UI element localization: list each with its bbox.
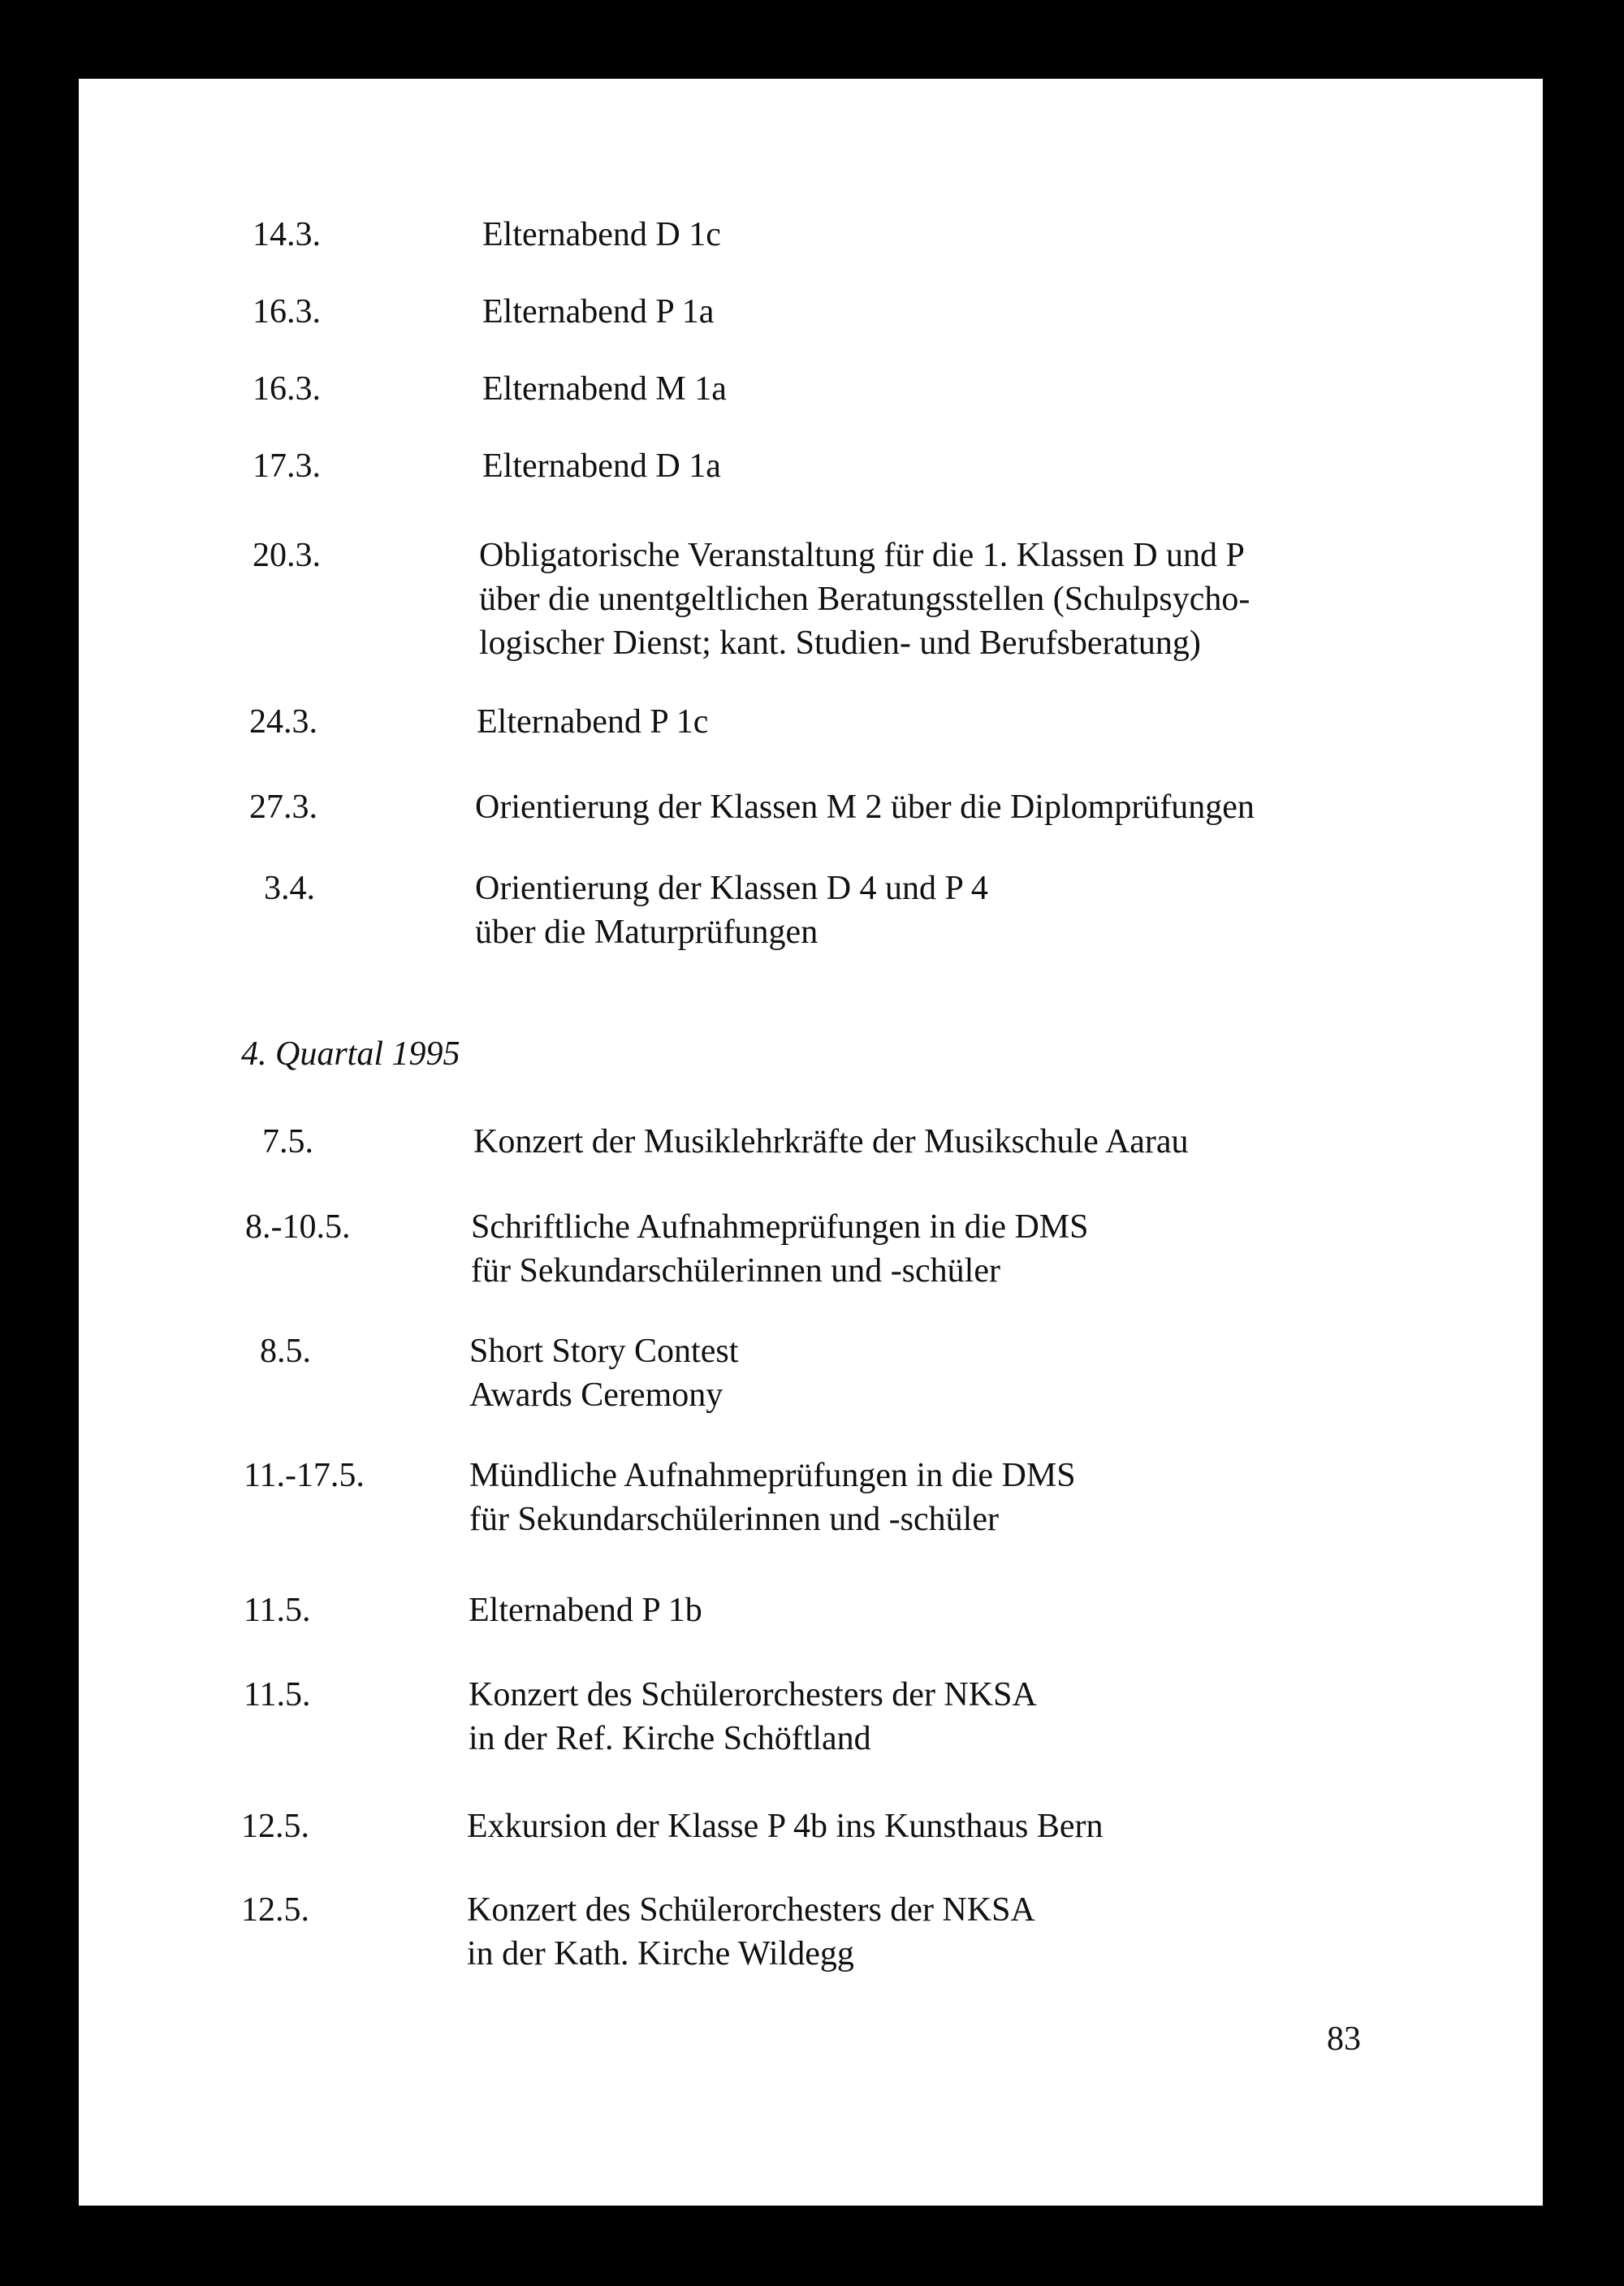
entry-description [473,1120,1189,1164]
entry-description [469,1588,702,1632]
entry-description [469,1329,738,1417]
entry-line: Elternabend D 1c [482,216,721,253]
entry-description [469,1673,1037,1761]
entry-line: Exkursion der Klasse P 4b ins Kunsthaus Bern [467,1808,1104,1845]
entry-description [482,213,721,257]
entry-description [482,367,727,411]
entry-date: 7.5. [262,1123,313,1160]
entry-date: 12.5. [241,1808,309,1845]
entry-date: 16.3. [253,370,321,408]
entry-description [467,1888,1035,1976]
entry-date: 16.3. [253,293,321,331]
entry-description [482,290,714,334]
entry-line: Elternabend P 1c [477,703,709,741]
entry-line: Obligatorische Veranstaltung für die 1. Klassen D und P [479,537,1245,574]
entry-description [469,1454,1076,1541]
entry-date: 11.5. [244,1676,311,1713]
entry-line: Elternabend D 1a [482,447,721,485]
entry-line: Elternabend P 1a [482,293,715,331]
entry-date: 17.3. [253,447,321,485]
entry-line: für Sekundarschülerinnen und -schüler [469,1501,999,1538]
entry-date: 12.5. [241,1891,309,1929]
entry-line: Elternabend M 1a [482,370,727,408]
entry-line: logischer Dienst; kant. Studien- und Berufsberatung) [479,624,1201,662]
entry-description [475,785,1255,829]
entry-line: Konzert der Musiklehrkräfte der Musikschule Aarau [473,1123,1189,1160]
entry-date: 8.-10.5. [245,1208,351,1246]
entry-date: 24.3. [249,703,317,741]
section-heading: 4. Quartal 1995 [241,1035,460,1073]
entry-line: über die Maturprüfungen [475,914,818,951]
entry-date: 3.4. [264,870,315,907]
entry-line: in der Kath. Kirche Wildegg [467,1935,854,1973]
entry-description [477,700,708,744]
entry-description [467,1804,1104,1848]
entry-line: Awards Ceremony [469,1376,723,1414]
entry-line: für Sekundarschülerinnen und -schüler [471,1252,1000,1290]
entry-line: Short Story Contest [469,1333,739,1370]
entry-line: Elternabend P 1b [469,1592,702,1629]
entry-description [479,534,1250,665]
document-page [79,79,1543,2206]
entry-line: Konzert des Schülerorchesters der NKSA [467,1891,1035,1929]
entry-line: Orientierung der Klassen M 2 über die Diplomprüfungen [475,789,1255,826]
entry-date: 8.5. [260,1333,311,1370]
entry-date: 11.5. [244,1592,311,1629]
entry-date: 11.-17.5. [244,1457,365,1494]
entry-date: 20.3. [253,537,321,574]
entry-description [482,444,721,488]
entry-line: Orientierung der Klassen D 4 und P 4 [475,870,988,907]
entry-description [471,1205,1089,1293]
entry-line: Schriftliche Aufnahmeprüfungen in die DMS [471,1208,1089,1246]
entry-line: in der Ref. Kirche Schöftland [469,1720,871,1757]
entry-description [475,866,988,954]
entry-date: 14.3. [253,216,321,253]
entry-line: Mündliche Aufnahmeprüfungen in die DMS [469,1457,1076,1494]
entry-line: Konzert des Schülerorchesters der NKSA [469,1676,1037,1713]
entry-line: über die unentgeltlichen Beratungsstellen (Schulpsycho- [479,581,1250,618]
page-number: 83 [1327,2020,1361,2058]
entry-date: 27.3. [249,789,317,826]
